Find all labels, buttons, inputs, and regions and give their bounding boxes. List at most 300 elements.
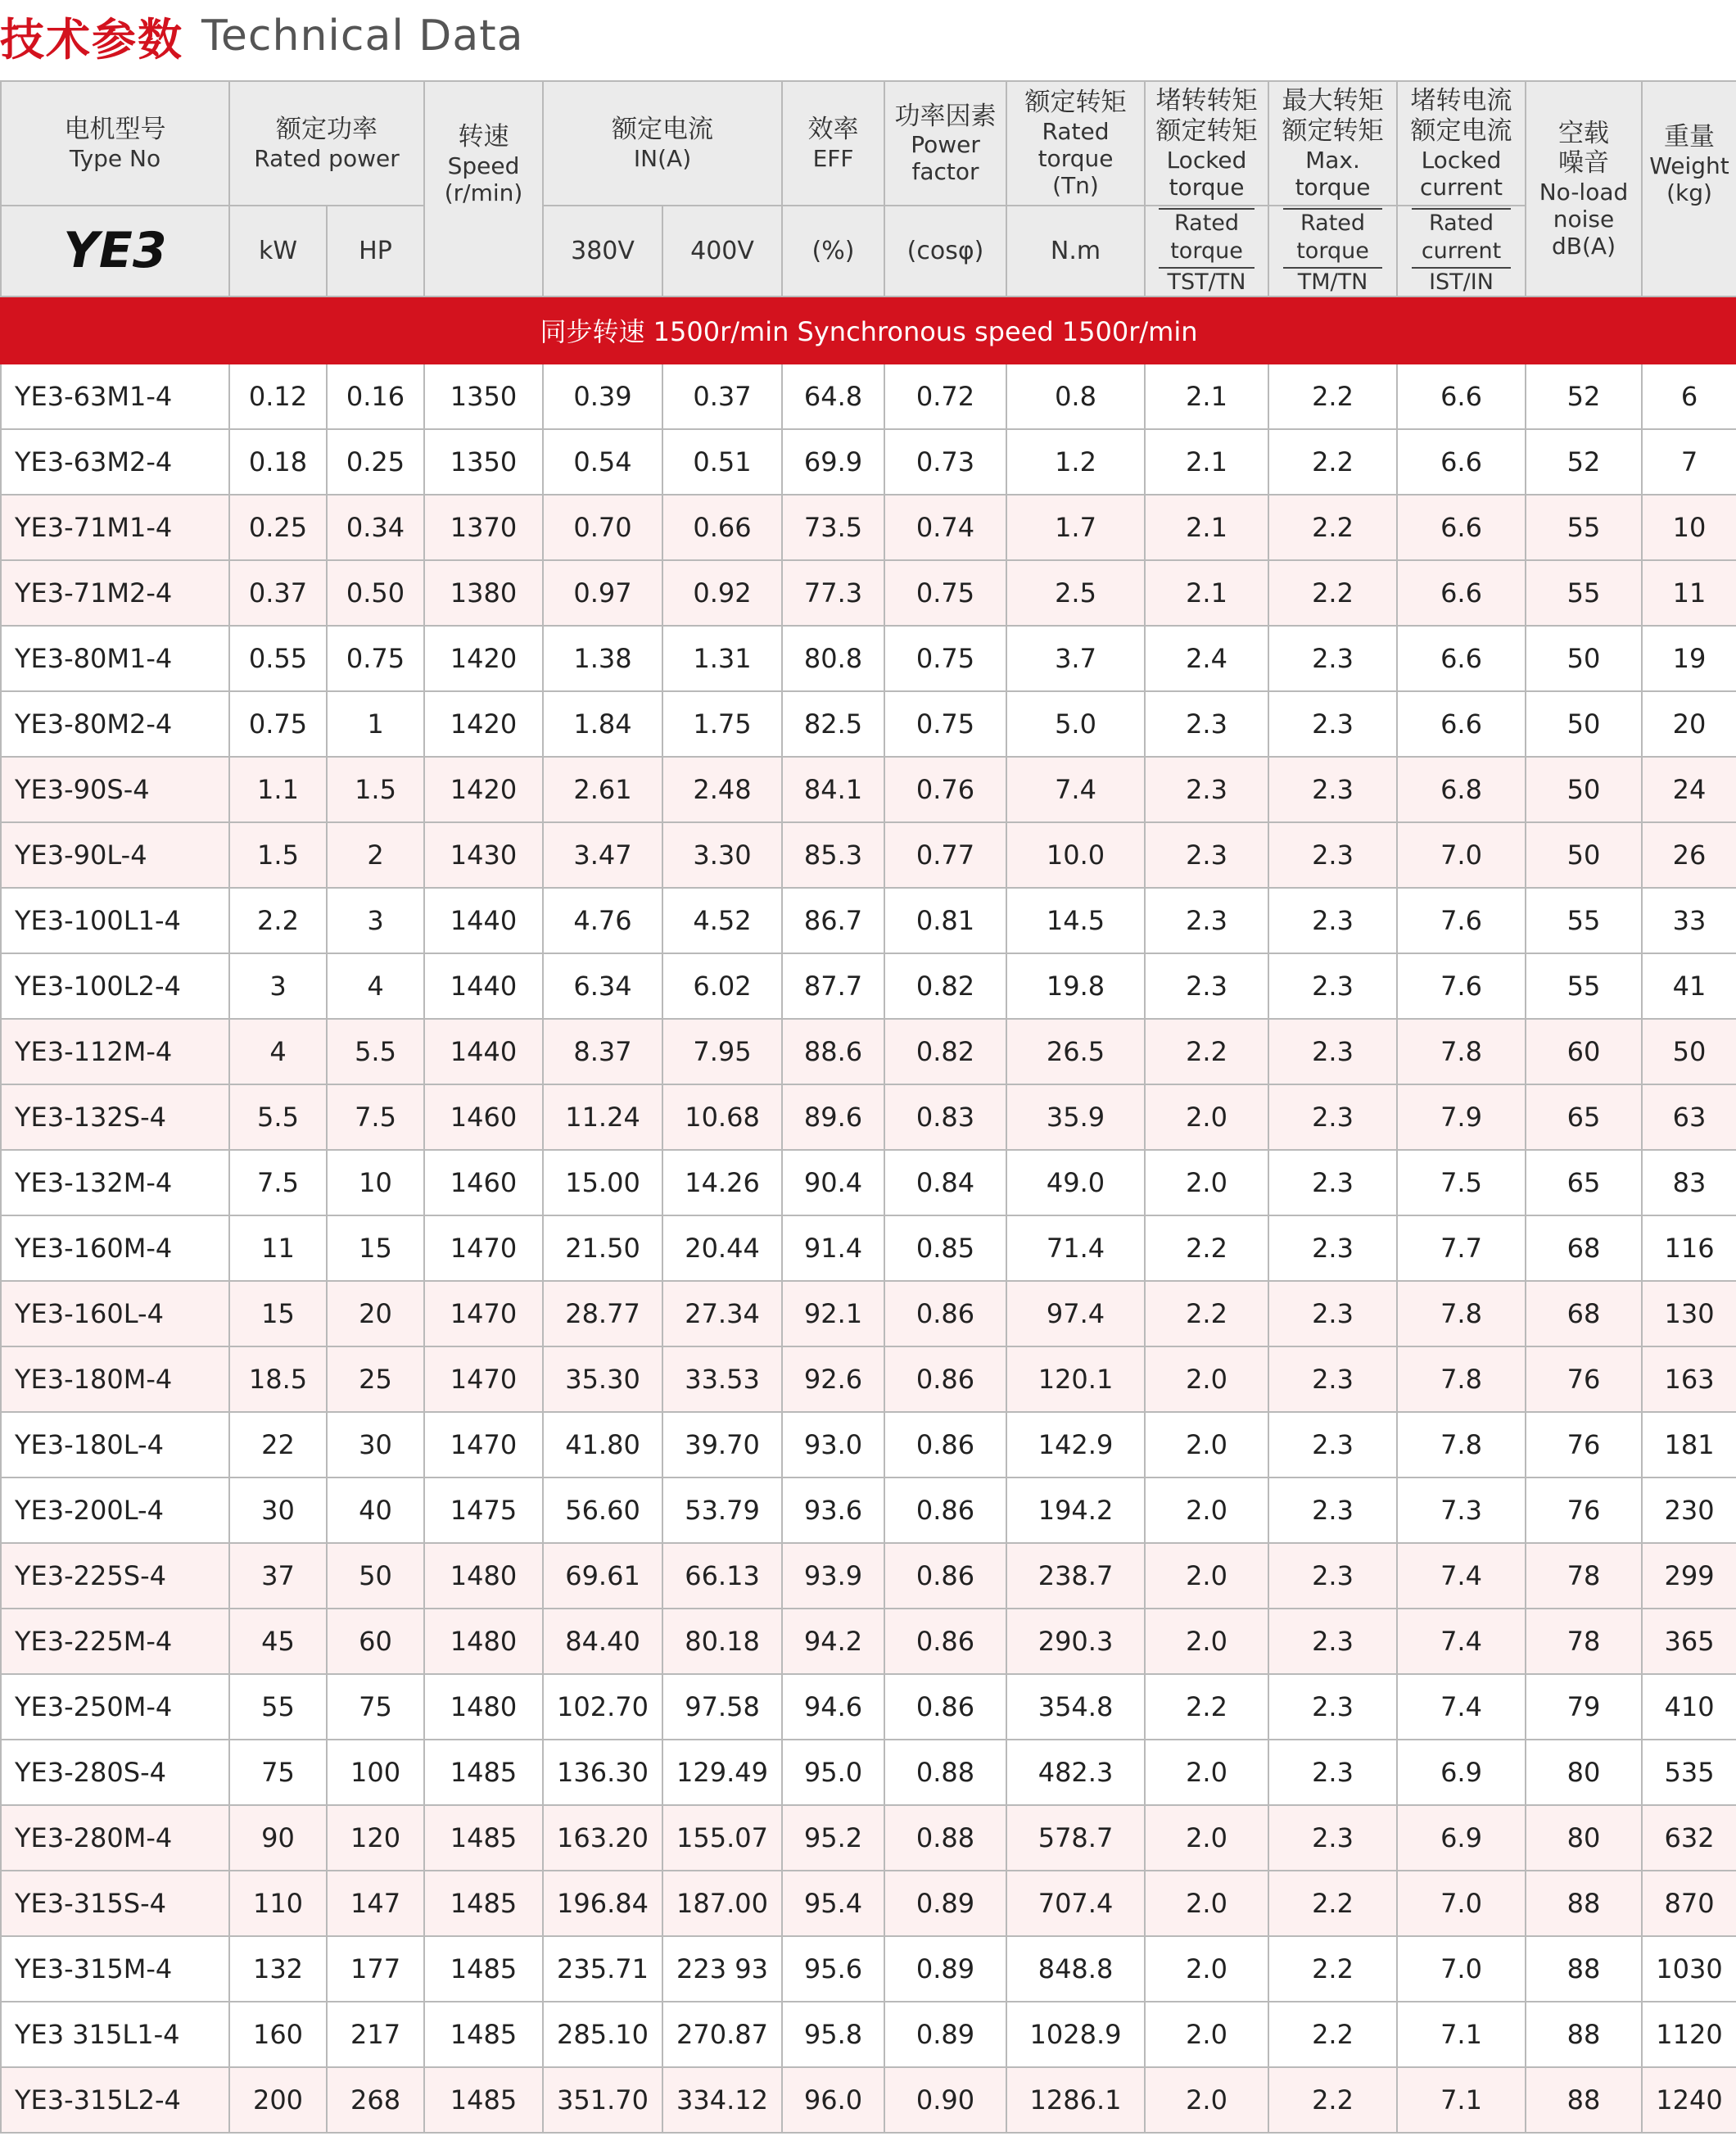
value-cell: 223 93 <box>662 1936 782 2002</box>
value-cell: 88 <box>1526 1936 1642 2002</box>
value-cell: 1120 <box>1642 2002 1736 2067</box>
value-cell: 0.25 <box>327 429 424 495</box>
value-cell: 7.8 <box>1397 1346 1526 1412</box>
value-cell: 2.2 <box>1268 429 1397 495</box>
table-row <box>1 822 1736 888</box>
value-cell: 88 <box>1526 2002 1642 2067</box>
value-cell: 30 <box>229 1478 327 1543</box>
header-current: 额定电流 IN(A) <box>543 81 782 206</box>
value-cell: 0.83 <box>884 1084 1006 1150</box>
value-cell: 7.5 <box>229 1150 327 1215</box>
value-cell: 92.1 <box>782 1281 884 1346</box>
value-cell: 136.30 <box>543 1740 662 1805</box>
value-cell: 83 <box>1642 1150 1736 1215</box>
value-cell: 7.1 <box>1397 2002 1526 2067</box>
value-cell: 2.2 <box>1268 2067 1397 2133</box>
model-cell: YE3-80M1-4 <box>1 626 229 691</box>
value-cell: 2.3 <box>1268 1609 1397 1674</box>
value-cell: 33.53 <box>662 1346 782 1412</box>
value-cell: 2.0 <box>1145 1805 1268 1871</box>
value-cell: 1.31 <box>662 626 782 691</box>
value-cell: 1420 <box>424 626 543 691</box>
value-cell: 8.37 <box>543 1019 662 1084</box>
value-cell: 0.39 <box>543 364 662 429</box>
table-row <box>1 1871 1736 1936</box>
value-cell: 6.6 <box>1397 495 1526 560</box>
table-row <box>1 560 1736 626</box>
value-cell: 24 <box>1642 757 1736 822</box>
value-cell: 0.37 <box>662 364 782 429</box>
value-cell: 80.8 <box>782 626 884 691</box>
value-cell: 7 <box>1642 429 1736 495</box>
value-cell: 0.82 <box>884 953 1006 1019</box>
value-cell: 268 <box>327 2067 424 2133</box>
technical-data-table <box>0 80 1736 2134</box>
value-cell: 5.0 <box>1006 691 1145 757</box>
value-cell: 50 <box>1526 822 1642 888</box>
value-cell: 39.70 <box>662 1412 782 1478</box>
value-cell: 1.5 <box>229 822 327 888</box>
value-cell: 2.3 <box>1268 1674 1397 1740</box>
model-cell: YE3-160L-4 <box>1 1281 229 1346</box>
value-cell: 1470 <box>424 1215 543 1281</box>
value-cell: 76 <box>1526 1478 1642 1543</box>
header-max-torque: 最大转矩 额定转矩 Max. torque <box>1268 81 1397 206</box>
value-cell: 2.3 <box>1145 757 1268 822</box>
unit-cosphi: (cosφ) <box>884 206 1006 296</box>
value-cell: 0.70 <box>543 495 662 560</box>
table-row <box>1 626 1736 691</box>
value-cell: 299 <box>1642 1543 1736 1609</box>
value-cell: 2.2 <box>1268 2002 1397 2067</box>
model-cell: YE3-160M-4 <box>1 1215 229 1281</box>
value-cell: 80 <box>1526 1805 1642 1871</box>
value-cell: 2.1 <box>1145 495 1268 560</box>
value-cell: 2.4 <box>1145 626 1268 691</box>
value-cell: 5.5 <box>229 1084 327 1150</box>
value-cell: 94.6 <box>782 1674 884 1740</box>
value-cell: 365 <box>1642 1609 1736 1674</box>
value-cell: 2.2 <box>1268 364 1397 429</box>
value-cell: 0.77 <box>884 822 1006 888</box>
value-cell: 69.61 <box>543 1543 662 1609</box>
value-cell: 142.9 <box>1006 1412 1145 1478</box>
model-cell: YE3-225S-4 <box>1 1543 229 1609</box>
value-cell: 4.76 <box>543 888 662 953</box>
value-cell: 37 <box>229 1543 327 1609</box>
value-cell: 2.1 <box>1145 429 1268 495</box>
value-cell: 707.4 <box>1006 1871 1145 1936</box>
value-cell: 11.24 <box>543 1084 662 1150</box>
value-cell: 0.73 <box>884 429 1006 495</box>
value-cell: 1440 <box>424 888 543 953</box>
value-cell: 35.9 <box>1006 1084 1145 1150</box>
header-locked-torque: 堵转转矩 额定转矩 Locked torque <box>1145 81 1268 206</box>
value-cell: 22 <box>229 1412 327 1478</box>
page-title <box>0 3 1736 69</box>
value-cell: 41 <box>1642 953 1736 1019</box>
value-cell: 80 <box>1526 1740 1642 1805</box>
value-cell: 2.3 <box>1145 822 1268 888</box>
value-cell: 52 <box>1526 429 1642 495</box>
value-cell: 2.0 <box>1145 1346 1268 1412</box>
table-row <box>1 429 1736 495</box>
table-row <box>1 1543 1736 1609</box>
value-cell: 71.4 <box>1006 1215 1145 1281</box>
table-row <box>1 691 1736 757</box>
value-cell: 1.38 <box>543 626 662 691</box>
value-cell: 160 <box>229 2002 327 2067</box>
table-row <box>1 1084 1736 1150</box>
value-cell: 578.7 <box>1006 1805 1145 1871</box>
value-cell: 1485 <box>424 1871 543 1936</box>
value-cell: 2.3 <box>1268 1215 1397 1281</box>
value-cell: 870 <box>1642 1871 1736 1936</box>
value-cell: 85.3 <box>782 822 884 888</box>
table-row <box>1 1936 1736 2002</box>
value-cell: 0.86 <box>884 1543 1006 1609</box>
model-cell: YE3-90S-4 <box>1 757 229 822</box>
value-cell: 2.3 <box>1268 1740 1397 1805</box>
table-row <box>1 1674 1736 1740</box>
value-cell: 95.6 <box>782 1936 884 2002</box>
value-cell: 68 <box>1526 1215 1642 1281</box>
value-cell: 163.20 <box>543 1805 662 1871</box>
value-cell: 50 <box>1642 1019 1736 1084</box>
value-cell: 76 <box>1526 1412 1642 1478</box>
value-cell: 10.0 <box>1006 822 1145 888</box>
value-cell: 1240 <box>1642 2067 1736 2133</box>
unit-380v: 380V <box>543 206 662 296</box>
value-cell: 2.3 <box>1268 953 1397 1019</box>
value-cell: 2.0 <box>1145 1936 1268 2002</box>
value-cell: 0.88 <box>884 1740 1006 1805</box>
model-cell: YE3-180L-4 <box>1 1412 229 1478</box>
value-cell: 55 <box>1526 953 1642 1019</box>
value-cell: 90 <box>229 1805 327 1871</box>
title-en: Technical Data <box>201 11 524 61</box>
value-cell: 55 <box>1526 495 1642 560</box>
value-cell: 90.4 <box>782 1150 884 1215</box>
value-cell: 86.7 <box>782 888 884 953</box>
value-cell: 2.3 <box>1268 1084 1397 1150</box>
model-cell: YE3-100L1-4 <box>1 888 229 953</box>
value-cell: 181 <box>1642 1412 1736 1478</box>
value-cell: 2.3 <box>1268 1281 1397 1346</box>
value-cell: 2.2 <box>229 888 327 953</box>
value-cell: 6.6 <box>1397 626 1526 691</box>
value-cell: 1475 <box>424 1478 543 1543</box>
table-row <box>1 1019 1736 1084</box>
header-rated-torque: 额定转矩 Rated torque (Tn) <box>1006 81 1145 206</box>
value-cell: 0.86 <box>884 1346 1006 1412</box>
value-cell: 1.2 <box>1006 429 1145 495</box>
value-cell: 632 <box>1642 1805 1736 1871</box>
table-row <box>1 1412 1736 1478</box>
value-cell: 410 <box>1642 1674 1736 1740</box>
value-cell: 217 <box>327 2002 424 2067</box>
table-row <box>1 1281 1736 1346</box>
value-cell: 93.0 <box>782 1412 884 1478</box>
series-label: YE3 <box>1 206 229 296</box>
unit-kw: kW <box>229 206 327 296</box>
header-speed: 转速 Speed (r/min) <box>424 81 543 296</box>
value-cell: 1440 <box>424 1019 543 1084</box>
model-cell: YE3-180M-4 <box>1 1346 229 1412</box>
value-cell: 1460 <box>424 1150 543 1215</box>
model-cell: YE3-250M-4 <box>1 1674 229 1740</box>
value-cell: 1420 <box>424 757 543 822</box>
value-cell: 0.92 <box>662 560 782 626</box>
model-cell: YE3-63M2-4 <box>1 429 229 495</box>
value-cell: 1480 <box>424 1609 543 1674</box>
value-cell: 15 <box>229 1281 327 1346</box>
value-cell: 21.50 <box>543 1215 662 1281</box>
value-cell: 3.47 <box>543 822 662 888</box>
header-model: 电机型号 Type No <box>1 81 229 206</box>
value-cell: 11 <box>1642 560 1736 626</box>
value-cell: 2.0 <box>1145 2067 1268 2133</box>
value-cell: 1430 <box>424 822 543 888</box>
value-cell: 110 <box>229 1871 327 1936</box>
value-cell: 7.0 <box>1397 822 1526 888</box>
value-cell: 2.2 <box>1268 1871 1397 1936</box>
value-cell: 10.68 <box>662 1084 782 1150</box>
table-row <box>1 1478 1736 1543</box>
value-cell: 20 <box>327 1281 424 1346</box>
value-cell: 93.9 <box>782 1543 884 1609</box>
value-cell: 120.1 <box>1006 1346 1145 1412</box>
value-cell: 0.76 <box>884 757 1006 822</box>
value-cell: 177 <box>327 1936 424 2002</box>
value-cell: 88 <box>1526 1871 1642 1936</box>
value-cell: 0.75 <box>884 626 1006 691</box>
value-cell: 7.1 <box>1397 2067 1526 2133</box>
value-cell: 7.0 <box>1397 1936 1526 2002</box>
value-cell: 0.18 <box>229 429 327 495</box>
value-cell: 52 <box>1526 364 1642 429</box>
value-cell: 187.00 <box>662 1871 782 1936</box>
value-cell: 6.9 <box>1397 1740 1526 1805</box>
unit-nm: N.m <box>1006 206 1145 296</box>
value-cell: 60 <box>1526 1019 1642 1084</box>
value-cell: 196.84 <box>543 1871 662 1936</box>
value-cell: 2.0 <box>1145 1478 1268 1543</box>
value-cell: 41.80 <box>543 1412 662 1478</box>
value-cell: 2.2 <box>1268 495 1397 560</box>
value-cell: 1480 <box>424 1543 543 1609</box>
value-cell: 25 <box>327 1346 424 1412</box>
value-cell: 95.4 <box>782 1871 884 1936</box>
value-cell: 68 <box>1526 1281 1642 1346</box>
header-weight: 重量 Weight (kg) <box>1642 81 1736 296</box>
value-cell: 1460 <box>424 1084 543 1150</box>
value-cell: 11 <box>229 1215 327 1281</box>
value-cell: 235.71 <box>543 1936 662 2002</box>
value-cell: 3.30 <box>662 822 782 888</box>
value-cell: 0.89 <box>884 2002 1006 2067</box>
value-cell: 27.34 <box>662 1281 782 1346</box>
value-cell: 2.2 <box>1268 560 1397 626</box>
value-cell: 1.84 <box>543 691 662 757</box>
value-cell: 1.5 <box>327 757 424 822</box>
value-cell: 2.3 <box>1268 822 1397 888</box>
value-cell: 1350 <box>424 429 543 495</box>
model-cell: YE3-71M1-4 <box>1 495 229 560</box>
value-cell: 6.34 <box>543 953 662 1019</box>
value-cell: 334.12 <box>662 2067 782 2133</box>
value-cell: 1420 <box>424 691 543 757</box>
value-cell: 77.3 <box>782 560 884 626</box>
table-row <box>1 1609 1736 1674</box>
table-row <box>1 1805 1736 1871</box>
value-cell: 2.3 <box>1268 1019 1397 1084</box>
table-row <box>1 757 1736 822</box>
value-cell: 0.66 <box>662 495 782 560</box>
value-cell: 2.3 <box>1268 626 1397 691</box>
value-cell: 1.75 <box>662 691 782 757</box>
value-cell: 19.8 <box>1006 953 1145 1019</box>
value-cell: 6 <box>1642 364 1736 429</box>
value-cell: 1485 <box>424 2067 543 2133</box>
unit-eff: (%) <box>782 206 884 296</box>
value-cell: 79 <box>1526 1674 1642 1740</box>
value-cell: 6.8 <box>1397 757 1526 822</box>
header-locked-current: 堵转电流 额定电流 Locked current <box>1397 81 1526 206</box>
value-cell: 2.3 <box>1145 888 1268 953</box>
model-cell: YE3-100L2-4 <box>1 953 229 1019</box>
value-cell: 848.8 <box>1006 1936 1145 2002</box>
value-cell: 2.48 <box>662 757 782 822</box>
value-cell: 84.1 <box>782 757 884 822</box>
value-cell: 2.0 <box>1145 1543 1268 1609</box>
ratio-tm-tn: Rated torque TM/TN <box>1268 206 1397 296</box>
table-row <box>1 495 1736 560</box>
value-cell: 88.6 <box>782 1019 884 1084</box>
value-cell: 15.00 <box>543 1150 662 1215</box>
model-cell: YE3-112M-4 <box>1 1019 229 1084</box>
value-cell: 75 <box>327 1674 424 1740</box>
value-cell: 56.60 <box>543 1478 662 1543</box>
value-cell: 2.3 <box>1268 888 1397 953</box>
value-cell: 7.8 <box>1397 1019 1526 1084</box>
value-cell: 26.5 <box>1006 1019 1145 1084</box>
value-cell: 0.84 <box>884 1150 1006 1215</box>
value-cell: 0.51 <box>662 429 782 495</box>
unit-400v: 400V <box>662 206 782 296</box>
value-cell: 91.4 <box>782 1215 884 1281</box>
model-cell: YE3-225M-4 <box>1 1609 229 1674</box>
value-cell: 2.61 <box>543 757 662 822</box>
unit-hp: HP <box>327 206 424 296</box>
value-cell: 0.86 <box>884 1478 1006 1543</box>
table-body <box>1 364 1736 2133</box>
table-row <box>1 953 1736 1019</box>
value-cell: 2.3 <box>1268 1478 1397 1543</box>
value-cell: 40 <box>327 1478 424 1543</box>
value-cell: 0.25 <box>229 495 327 560</box>
value-cell: 2.3 <box>1268 1150 1397 1215</box>
value-cell: 3.7 <box>1006 626 1145 691</box>
value-cell: 2.3 <box>1268 691 1397 757</box>
value-cell: 66.13 <box>662 1543 782 1609</box>
value-cell: 0.55 <box>229 626 327 691</box>
value-cell: 1380 <box>424 560 543 626</box>
value-cell: 0.37 <box>229 560 327 626</box>
value-cell: 7.95 <box>662 1019 782 1084</box>
value-cell: 2 <box>327 822 424 888</box>
value-cell: 0.90 <box>884 2067 1006 2133</box>
value-cell: 55 <box>1526 560 1642 626</box>
value-cell: 96.0 <box>782 2067 884 2133</box>
value-cell: 3 <box>229 953 327 1019</box>
header-eff: 效率 EFF <box>782 81 884 206</box>
model-cell: YE3-280S-4 <box>1 1740 229 1805</box>
value-cell: 290.3 <box>1006 1609 1145 1674</box>
value-cell: 14.5 <box>1006 888 1145 953</box>
value-cell: 7.8 <box>1397 1281 1526 1346</box>
value-cell: 1030 <box>1642 1936 1736 2002</box>
value-cell: 116 <box>1642 1215 1736 1281</box>
value-cell: 94.2 <box>782 1609 884 1674</box>
value-cell: 7.3 <box>1397 1478 1526 1543</box>
value-cell: 7.5 <box>1397 1150 1526 1215</box>
value-cell: 7.9 <box>1397 1084 1526 1150</box>
value-cell: 97.4 <box>1006 1281 1145 1346</box>
value-cell: 4 <box>327 953 424 1019</box>
value-cell: 7.7 <box>1397 1215 1526 1281</box>
value-cell: 0.88 <box>884 1805 1006 1871</box>
value-cell: 50 <box>1526 626 1642 691</box>
value-cell: 2.2 <box>1145 1281 1268 1346</box>
value-cell: 87.7 <box>782 953 884 1019</box>
model-cell: YE3-71M2-4 <box>1 560 229 626</box>
value-cell: 2.2 <box>1145 1674 1268 1740</box>
value-cell: 1485 <box>424 2002 543 2067</box>
value-cell: 2.0 <box>1145 1609 1268 1674</box>
value-cell: 0.54 <box>543 429 662 495</box>
value-cell: 55 <box>1526 888 1642 953</box>
value-cell: 7.0 <box>1397 1871 1526 1936</box>
value-cell: 14.26 <box>662 1150 782 1215</box>
value-cell: 20.44 <box>662 1215 782 1281</box>
value-cell: 2.0 <box>1145 1150 1268 1215</box>
value-cell: 7.4 <box>1397 1674 1526 1740</box>
value-cell: 10 <box>327 1150 424 1215</box>
value-cell: 2.3 <box>1145 691 1268 757</box>
value-cell: 6.02 <box>662 953 782 1019</box>
model-cell: YE3-132S-4 <box>1 1084 229 1150</box>
value-cell: 10 <box>1642 495 1736 560</box>
value-cell: 0.75 <box>229 691 327 757</box>
model-cell: YE3-90L-4 <box>1 822 229 888</box>
value-cell: 20 <box>1642 691 1736 757</box>
value-cell: 130 <box>1642 1281 1736 1346</box>
value-cell: 2.0 <box>1145 1084 1268 1150</box>
value-cell: 3 <box>327 888 424 953</box>
value-cell: 2.3 <box>1268 1412 1397 1478</box>
value-cell: 26 <box>1642 822 1736 888</box>
table-row <box>1 364 1736 429</box>
value-cell: 535 <box>1642 1740 1736 1805</box>
value-cell: 1470 <box>424 1281 543 1346</box>
value-cell: 238.7 <box>1006 1543 1145 1609</box>
value-cell: 2.0 <box>1145 1871 1268 1936</box>
value-cell: 63 <box>1642 1084 1736 1150</box>
value-cell: 0.81 <box>884 888 1006 953</box>
value-cell: 1.7 <box>1006 495 1145 560</box>
value-cell: 65 <box>1526 1084 1642 1150</box>
